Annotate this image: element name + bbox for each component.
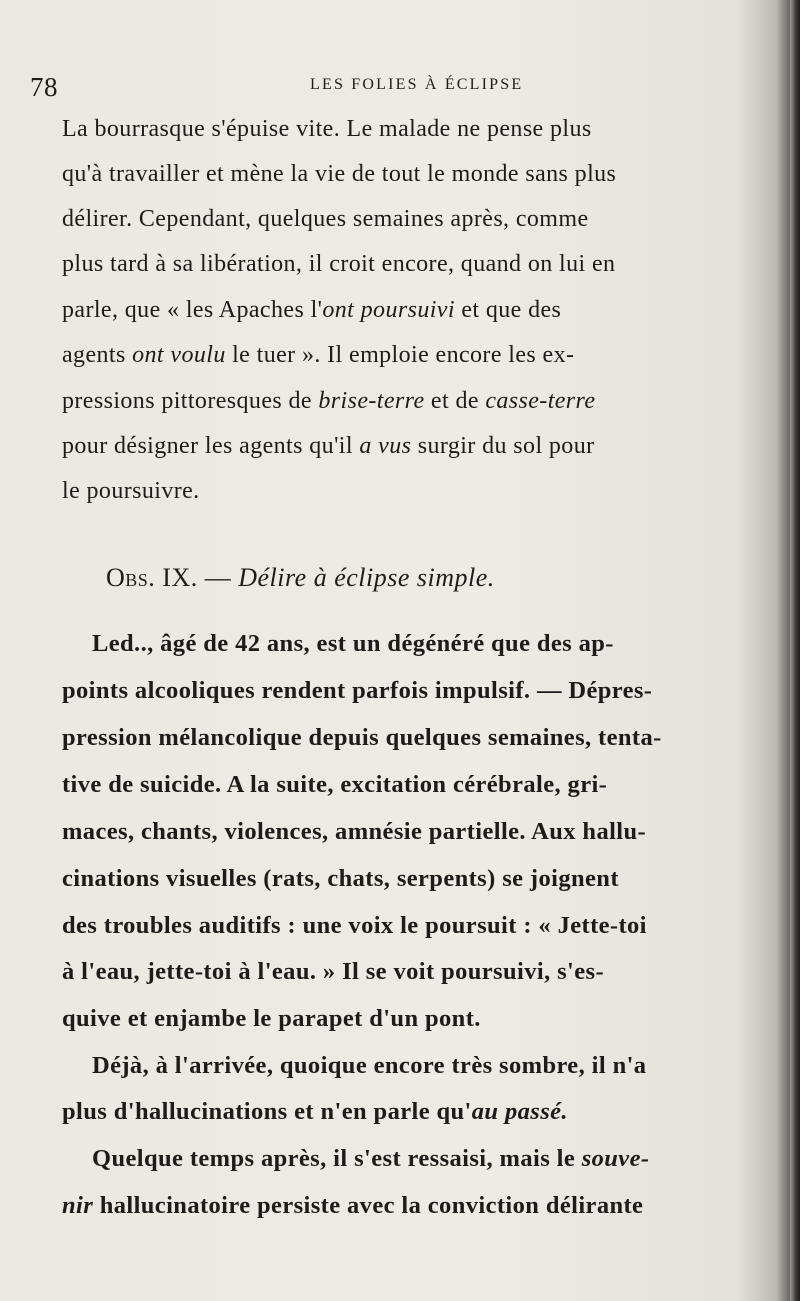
text-line: cinations visuelles (rats, chats, serpents) se joignent <box>62 865 619 892</box>
text-span: le tuer ». Il emploie encore les ex- <box>225 342 575 368</box>
text-span: Quelque temps après, il s'est ressaisi, mais le <box>92 1145 582 1172</box>
text-span: pour désigner les agents qu'il <box>62 433 360 459</box>
italic-span: brise-terre <box>318 388 425 414</box>
text-line: tive de suicide. A la suite, excitation cérébrale, gri- <box>62 771 608 798</box>
text-line: délirer. Cependant, quelques semaines après, comme <box>62 206 589 232</box>
text-line: Led.., âgé de 42 ans, est un dégénéré que des ap- <box>92 630 614 657</box>
observation-heading <box>106 563 495 593</box>
text-line <box>62 433 595 460</box>
observation-title: Délire à éclipse simple. <box>238 563 495 592</box>
text-span: et que des <box>454 297 562 323</box>
italic-span: souve- <box>581 1145 650 1172</box>
text-span: parle, que « les Apaches l' <box>62 297 323 323</box>
text-line <box>62 342 574 369</box>
text-line: des troubles auditifs : une voix le poursuit : « Jette-toi <box>62 912 647 939</box>
page-edge-shadow <box>790 0 800 1301</box>
heading-dash: — <box>197 563 239 592</box>
text-line: points alcooliques rendent parfois impulsif. — Dépres- <box>62 677 653 704</box>
text-line <box>62 1192 643 1220</box>
italic-span: ont voulu <box>132 342 226 368</box>
text-span: plus d'hallucinations et n'en parle qu' <box>62 1098 472 1125</box>
text-line: à l'eau, jette-toi à l'eau. » Il se voit poursuivi, s'es- <box>62 958 605 985</box>
text-span: agents <box>62 342 133 368</box>
page-number: 78 <box>30 72 58 102</box>
text-line: quive et enjambe le parapet d'un pont. <box>62 1005 481 1032</box>
text-line <box>62 388 595 415</box>
text-line: plus tard à sa libération, il croit encore, quand on lui en <box>62 251 616 277</box>
italic-span: nir <box>62 1192 94 1219</box>
observation-label: Obs. IX. <box>106 563 198 592</box>
italic-span: a vus <box>359 433 412 459</box>
text-span: surgir du sol pour <box>411 433 595 459</box>
text-line: La bourrasque s'épuise vite. Le malade ne pense plus <box>62 116 592 142</box>
text-line: qu'à travailler et mène la vie de tout le monde sans plus <box>62 161 617 187</box>
text-span: et de <box>424 388 486 414</box>
italic-span: ont poursuivi <box>322 297 455 323</box>
text-line <box>62 297 561 324</box>
text-line <box>62 1098 568 1126</box>
text-line <box>92 1145 649 1173</box>
text-span: pressions pittoresques de <box>62 388 319 414</box>
text-line: maces, chants, violences, amnésie partielle. Aux hallu- <box>62 818 647 845</box>
text-line: Déjà, à l'arrivée, quoique encore très sombre, il n'a <box>92 1052 647 1079</box>
text-line: pression mélancolique depuis quelques semaines, tenta- <box>62 724 662 751</box>
text-span: hallucinatoire persiste avec la conviction délirante <box>93 1192 644 1219</box>
text-line: le poursuivre. <box>62 478 200 504</box>
italic-span: au passé. <box>471 1098 568 1125</box>
running-head: LES FOLIES À ÉCLIPSE <box>310 76 524 93</box>
italic-span: casse-terre <box>485 388 596 414</box>
